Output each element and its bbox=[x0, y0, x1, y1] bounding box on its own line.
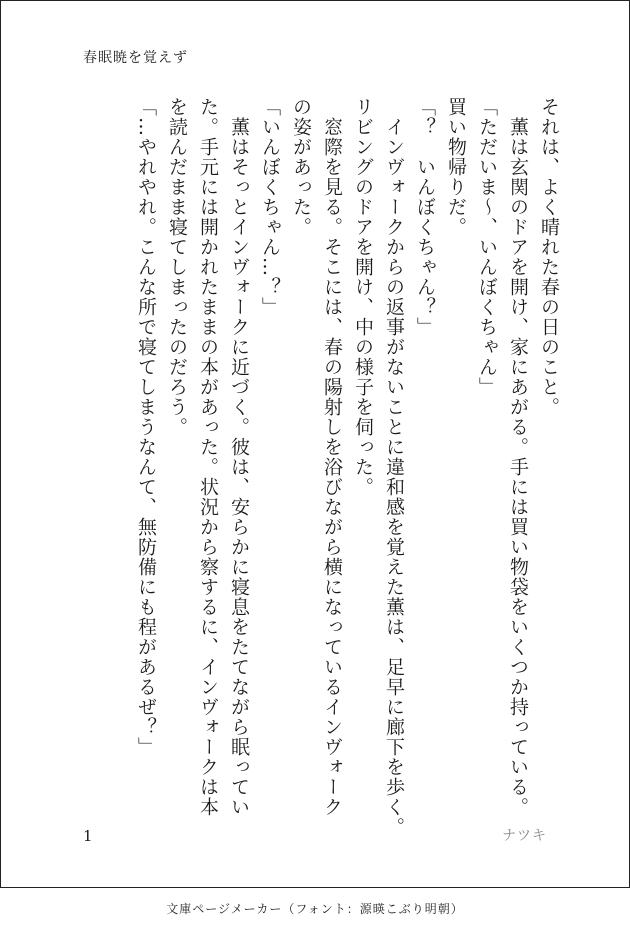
text-column: 窓際を見る。そこには、春の陽射しを浴びながら横になっているインヴォーク bbox=[321, 97, 343, 817]
text-column: 「？ いんぼくちゃん？」 bbox=[414, 97, 436, 337]
text-column: 「いんぼくちゃん…？」 bbox=[259, 97, 281, 317]
page-number: 1 bbox=[83, 827, 93, 845]
text-column: それは、よく晴れた春の日のこと。 bbox=[538, 97, 560, 417]
book-title: 春眠暁を覚えず bbox=[83, 50, 188, 66]
text-column: を読んだまま寝てしまったのだろう。 bbox=[166, 97, 188, 437]
text-column: 「…やれやれ。こんな所で寝てしまうなんて、無防備にも程があるぜ？」 bbox=[135, 97, 157, 757]
text-column: た。手元には開かれたままの本があった。状況から察するに、インヴォークは本 bbox=[197, 97, 219, 817]
text-column: 買い物帰りだ。 bbox=[445, 97, 467, 237]
text-column: リビングのドアを開け、中の様子を伺った。 bbox=[352, 97, 374, 497]
text-column: 薫は玄関のドアを開け、家にあがる。手には買い物袋をいくつか持っている。 bbox=[507, 97, 529, 817]
text-column: 薫はそっとインヴォークに近づく。彼は、安らかに寝息をたてながら眠ってい bbox=[228, 97, 250, 817]
text-column: 「ただいま〜、いんぼくちゃん」 bbox=[476, 97, 498, 397]
author-name: ナツキ bbox=[502, 828, 547, 844]
footer-credit: 文庫ページメーカー（フォント：源暎こぶり明朝） bbox=[166, 902, 464, 916]
text-column: インヴォークからの返事がないことに違和感を覚えた薫は、足早に廊下を歩く。 bbox=[383, 97, 405, 837]
text-column: の姿があった。 bbox=[290, 97, 312, 237]
